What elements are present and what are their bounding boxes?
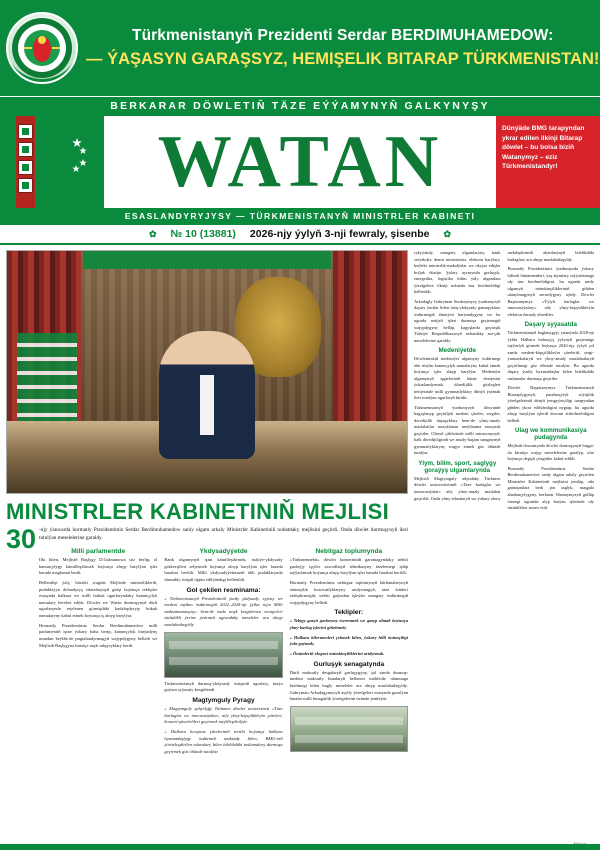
paragraph: Hormatly Prezidentimiz nebitgaz toplumynyň kärhanalarynyň önümçilik kuwwatlyklaryny artdyrmagyň, täze känleri özleşdirmegiň, nebiti gaýtadan işleýän senagaty ösdürmegiň wajypdygyny belledi. [289, 579, 408, 605]
paragraph: Dürli maksatly desgalaryň gurluşygyny, şol sanda durmuş-medeni maksatly binalaryň bellenen möhletde ulanmaga berilmegi bilen bagly meseleler ara alnyp maslahatlaşyldy. Gahryman Arkadagymyzyň asylly ýörelgeleri esasynda gurulýan binalar milli binagärlik ýörelgelerini özünde jemleýär. [289, 669, 408, 702]
paragraph: Türkmenistanyň baglanygyjy ynanýada 2028-nji ýylda Halkara habarçyş ýylynyň geçirmäge taýýarlyk görmek boýunça 2026-njy ýylyň şol sanda medeni-köpçülikleýin çäreleriň, sergi-ýarmarkalaryň we ylmy-amaly maslahatlaryň geçirilmegi göz öňünde tutulýar. Bu ugurda daşary ýurtly hyzmatdaşlar bilen bilelikdäki taslamalar durmuşa geçiriler. [507, 330, 594, 381]
inline-photo [290, 706, 408, 752]
president-quote-line1: Türkmenistanyň Prezidenti Serdar BERDIMUHAMEDOW: [132, 26, 554, 44]
paragraph: Hormatly Prezidentimiz ýurdumyzda ýokary bilimli hünärmenleri, ýaş alymlary taýýarlamaga uly üns berilmelidigini, bu ugurda sanly ulgamyň mümkinçilikleriniň giňden ulanylmagynyň zerurdygyny aýtdy. Döwlet Baştutanymyz «Ýylyň barlaglar we innowasiýalary» atly ylmy-köpçülikleýin elektron žurnaly dörediler. [507, 266, 594, 317]
paragraph: Döwletimiziň medeniýet ulgamyny ösdürmegi öňe sürýän kanunçylyk namalaryny kabul etmek boýunça işler alnyp barylýar. Medeniýet ulgamynyň işgärleriniň hünär derejesini ýokarlandyrmak, döredijilik gözlegleri netijesinde milli gymmatlyklary dünýä ýaýmak ileri tutulýan ugurlaryň biridir. [414, 356, 501, 401]
paragraph: Ilki bilen, Mejlisiň Başlygy D.Gulmanowa söz berlip, ol kanunçylygy kämilleşdirmek boýunça alnyp barylýan işler barada maglumat berdi. [39, 556, 158, 576]
ornament-left-icon: ✿ [148, 228, 157, 239]
president-quote-line2: — ÝAŞASYN GARAŞSYZ, HEMIŞELIK BITARAP TÜRKMENISTAN! [86, 49, 600, 68]
ornament-right-icon: ✿ [443, 228, 452, 239]
subheading: Ylym, bilim, sport, saglygy goraýyş ulgamlarynda [418, 459, 497, 474]
masthead-side-note: Dünýäde BMG tarapyndan ykrar edilen ilkinji Bitarap döwlet – bu bolsa biziň Watanymyz – eziz Türkmenistandyr! [496, 116, 600, 208]
page-content [0, 245, 600, 841]
inline-photo [164, 632, 282, 678]
issue-date: 2026-njy ýylyň 3-nji fewraly, şisenbe [249, 228, 430, 240]
side-article [414, 250, 594, 841]
subheading: Gol çekilen resminama: [186, 586, 261, 594]
page-title: MINISTRLER KABINETINIŇ MEJLISI [6, 499, 390, 524]
paragraph: « Tebigy gazyň gorlaryny öwrenmek we gazyp almak boýunça ylmy-barlag işlerini giňeltmek; [289, 618, 408, 631]
article-columns [39, 548, 408, 840]
founder-line: ESASLANDYRYJYSY — TÜRKMENISTANYŇ MINISTRLER KABINETI [0, 208, 600, 224]
president-meeting-photo [6, 250, 408, 494]
turkmenistan-flag-icon [0, 116, 104, 208]
paragraph: Hormatly Prezidentimiz Serdar Berdimuhamedow milli parlamentiň işine ýokary baha berip, kanunçylyk binýadyny mundan beýläk-de pugtalandyrmagyň wajypdygyny belledi we Mejlisiň Başlygyna birnäçe anyk tabşyryklary berdi. [39, 622, 158, 648]
paragraph: Mejlisiň Magtymguly adyndaky Türkmen döwlet uniwersitetiniň «Täze barlaglar we innowasiýalar» atly ylmy-amaly maslahat geçirildi. Onda ylmy edaralaryň we ýokary okuw mekdepleriniň alymlarynyň bilelikdäki barlaglary ara alnyp maslahatlaşyldy. [414, 250, 594, 501]
issue-bar [0, 224, 600, 245]
paragraph: Bank ulgamynyň işini kämilleşdirmek, maliýe-ykdysady görkezijileri seljermek boýunça alnyp barylýan işler barada hasabat berildi. Milli ykdysadyýetimiziň ähli pudaklarynda durnukly ösüşiň üpjün edilýändigi bellenildi. [164, 556, 283, 582]
newspaper-title: WATAN [157, 121, 443, 203]
top-banner [0, 0, 600, 96]
paragraph: « Magtymguly şahyrlyğy Türkmen döwlet uniwersiteti «Täze barlaglar we innowasiýalar» atly ylmy-köpçülikleýin çäreleri, konsert-şüweleňleri geçirmek meýilleşdirilýär. [164, 706, 283, 725]
paragraph: «Türkmennebit» döwlet konserniniň garamagyndaky nebiti gazlaýjy işçiler zawodlaryň tehnikasyny täzelemegi işläp taýýarlamak boýunça alnyp barylýan işler barada hasabat berildi. [289, 556, 408, 576]
main-article [6, 250, 408, 841]
issue-number: № 10 (13881) [170, 228, 236, 240]
paragraph: Bellenilişi ýaly, häzirki wagtda Mejlisde ministrlikleriň, pudaklaýyn dolandyryş edaralarynyň girişi boýunça teklipler esasynda halkara we milli hukuk ugurlaryndaky kanunçylyk namalary hereket edýär. Döwlet we Watan durmuşynyň dürli ugurlarynda rejelenen görnüşdäki kadalaşdyryjy hukuk namalaryny kabul etmek boýunça iş alnyp barylýar. [39, 579, 158, 619]
column-nebitgaz [290, 548, 408, 752]
subheading: Magtymguly Pyragy [192, 697, 255, 705]
subheading: Daşary syýasatda [524, 321, 577, 329]
paragraph: Arkadagly Gahryman Serdarymyzy ýurdumyzyň daşary ýurtlar bilen ösüş-ykdysady gatnaşyklary ösdürmegiň ähmiýeti barýandygyny we bu ugurda netijeli işleri durmuşa geçirmegiň wajypdygyny belläp, kagyşlarda geçirişik Türkiýe Respublikasynyň nobatdaky ara-çäk meselelerine garaldy. [414, 298, 501, 343]
drop-cap: 30 [6, 524, 37, 554]
subheading: Gurluşyk senagatynda [313, 660, 385, 668]
subheading: Medeniýetde [438, 347, 476, 355]
masthead [0, 116, 600, 208]
subheading: Ykdysadyýetde [199, 547, 248, 555]
state-emblem-icon [6, 12, 78, 84]
paragraph: rykyýakdy, senagaty ulgamlaryny, bank serýakdyr, demir ministrimiz, elektron barýlary, beýleki ministrlik-makalýalar we okyşar edişler boljak düzüje. Şolary ayrasynda gurluşyk, energetika, logistika bilim ýaly ulgamlara ýörelgelere ilkinji nobatda üns berilmelidigi bellenildi. [414, 250, 501, 295]
footer-bar [0, 844, 600, 850]
subheading: Teklipler: [334, 609, 364, 617]
lead-text: -njy ýanwarda hormatly Prezidentimiz Serdar Berdimuhamedow sanly ulgam arkaly Ministrler Kabinetiniň nobatdaky mejlisini geçirdi. Onda döwlet durmuşynyň ileri tutulýan meselelerine garaldy. [39, 527, 408, 541]
paragraph: Hormatly Prezidentimiz Serdar Berdimuhamedow sanly ulgam arkaly geçirilen Ministrler Kabinetiniň mejlisini jemläp, oňa gatnaşanlara berk jan saglyk, maşgala abadançylygyny, berkarar Watanymyzyň gülläp ösmegi ugrunda alyp barýan işlerinde uly üstünlikleri arzuw etdi. [507, 465, 594, 511]
subheading: Ulag we kommunikasiýa pudagynda [514, 427, 587, 442]
paragraph: « Türkmenistanyň Prezidentiniň ýurdy ykdysady, syýasy we medeni taýdan ösdürmegiň 2022–2028-nji ýyllar üçin Milli maksatnamasyny» hem-de onda anyk kesgitlenen wezipeleri üstünlikli ýerine ýetirmek ugrundaky meseleler ara alnyp maslahatlaşyldy. [164, 595, 283, 628]
paragraph: Türkmenistanyň ýurdumyzyň döwrüniň bagyşlanyp geçiriljek medeni çäreler, sergiler, döredijilik duşuşyklary hem-de ylmy-amaly maslahatlar tassyklanan meýilnama esasynda geçiriler. Olaryň çäklerinde milli mirasymyzyň, halk döredijiliginiň we amaly-haşam sungatynyň gymmatlyklaryny wagyz etmek göz öňünde tutulýar. [414, 404, 501, 456]
paragraph: « Halkara howpsuz çäreleriniň tertibi boýunça halkara hyzmatdaşlygy ösdürmek maksady bilen, BMG-niň ýöriteleşdirilen edaralary bilen bilelikdäki taslamalary durmuşa geçirmek göz öňünde tutulýar. [164, 729, 283, 755]
paragraph: Döwlet Baştutanymyz Türkmenistanyň Bitaraplygynyň, parahatçylyk söýüjilik ýörelgeleriniň dünýä jemgyýetçiligi tarapyndan giňden ykrar edilýändigini nygtap, bu ugurda alnyp barylýan işleriň dowam etdirilmelidigini belledi. [507, 385, 594, 423]
subheading: Nebitgaz toplumynda [315, 547, 383, 555]
paragraph: Mejlisiň dowamynda döwlet durmuşynyň başga-da birnäçe wajyp meselelerine garalyp, olar boýunça degişli çözgütler kabul edildi. [507, 443, 594, 462]
paragraph: « Önümleriň eksport mümkinçiliklerini artdyrmak. [289, 651, 385, 657]
paragraph: « Halkara bilermenleri çekmek bilen, ýokary hilli önümçiligi ýola goýmak; [289, 634, 408, 647]
banner-text [78, 27, 600, 70]
slogan-strip: BERKARAR DÖWLETIŇ TÄZE EÝÝAMYNYŇ GALKYNYŞY [0, 96, 600, 116]
paragraph: Türkmenistanyň durmuş-ykdysady ösüşiniň ugurlary, maýa goýum syýasaty kesgitlendi. [164, 680, 283, 693]
column-milli-parlament [39, 548, 157, 650]
column-ykdysadyyet [164, 548, 282, 756]
subheading: Milli parlamentde [71, 547, 126, 555]
